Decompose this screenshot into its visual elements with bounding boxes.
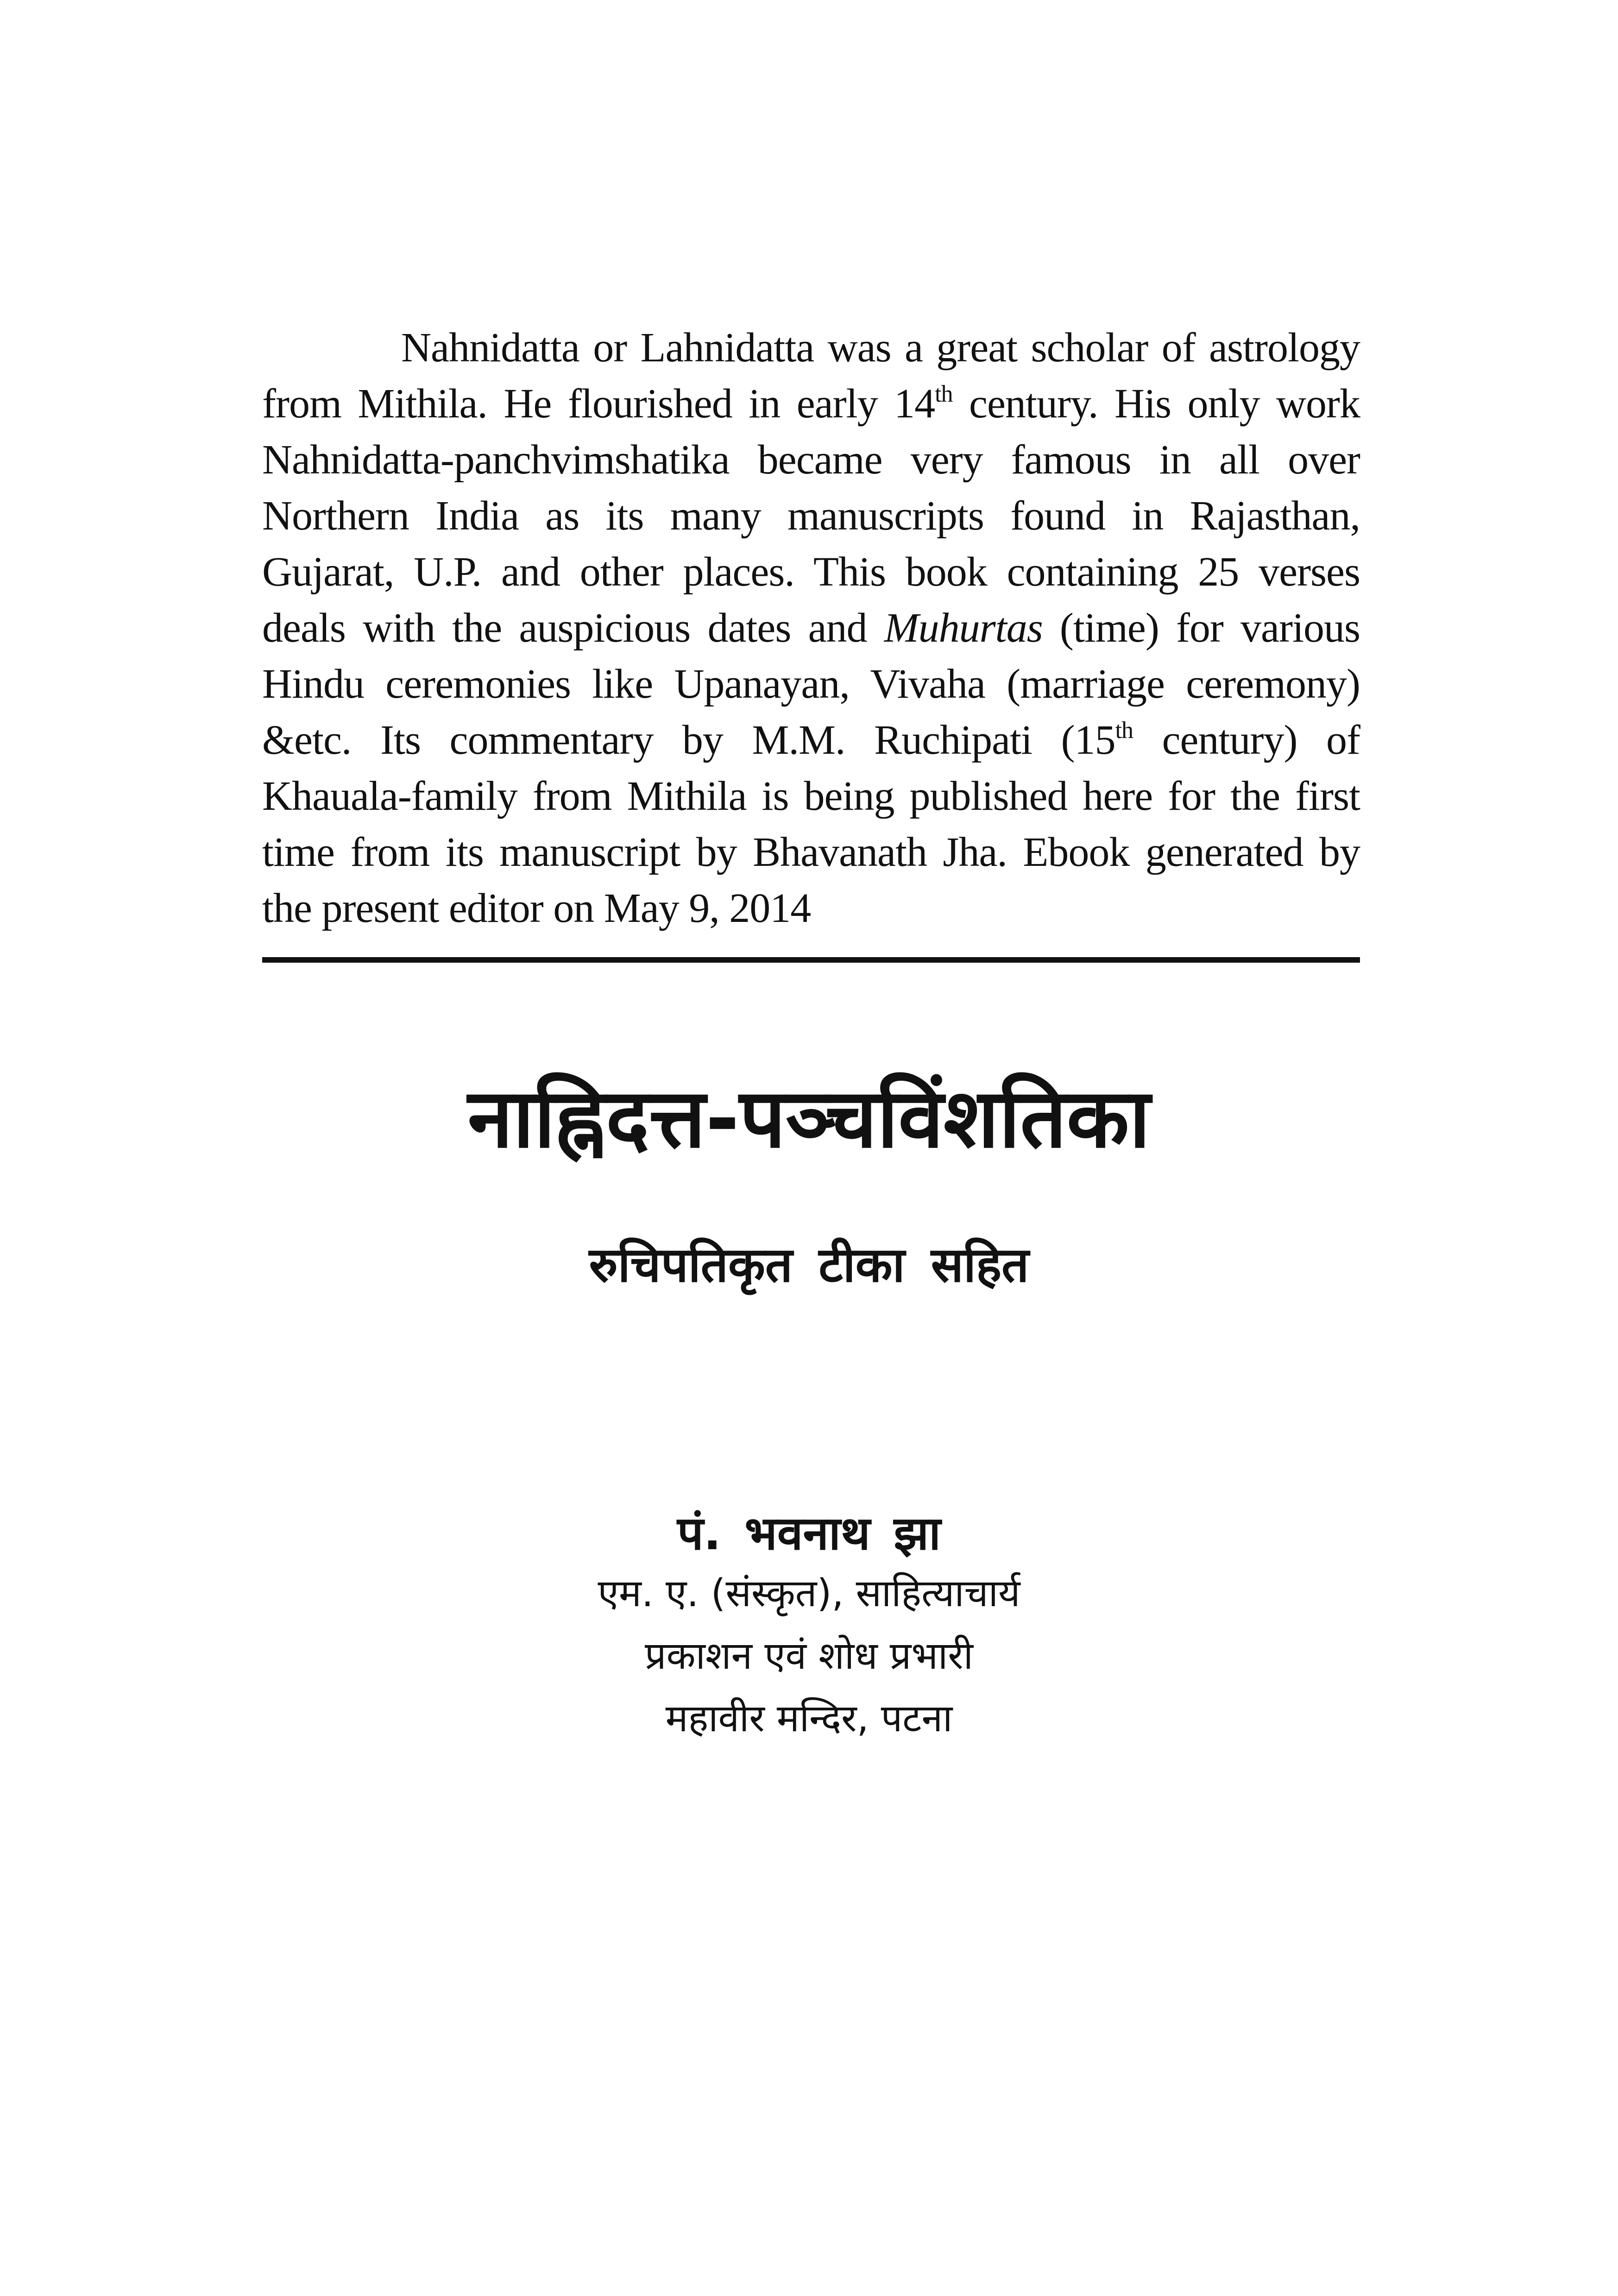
abstract-italic-term: Muhurtas bbox=[884, 605, 1043, 651]
horizontal-divider bbox=[262, 957, 1360, 963]
abstract-text-3: (time) for various Hindu ceremonies like Upanayan, Vivaha (marriage ceremony) &etc. Its commentary by M.M. Ruchipati (15 bbox=[262, 605, 1360, 763]
book-subtitle: रुचिपतिकृत टीका सहित bbox=[589, 1236, 1029, 1293]
book-title: नाह्निदत्त-पञ्चविंशतिका bbox=[467, 1071, 1151, 1166]
ordinal-suffix-14th: th bbox=[935, 381, 953, 407]
english-abstract bbox=[262, 320, 1360, 936]
abstract-text-4: century) of Khauala-family from Mithila is being published here for the first time from its manuscript by Bhavanath Jha. Ebook generated by the present editor on May 9, 2014 bbox=[262, 717, 1360, 931]
author-degree: एम. ए. (संस्कृत), साहित्याचार्य bbox=[598, 1571, 1020, 1615]
abstract-text-1: Nahnidatta or Lahnidatta was a great scholar of astrology from Mithila. He flourished in early 14 bbox=[262, 325, 1360, 427]
abstract-text-2: century. His only work Nahnidatta-panchvimshatika became very famous in all over Northern India as its many manuscripts found in Rajasthan, Gujarat, U.P. and other places. This book containing 25 verses deals with the auspicious dates and bbox=[262, 381, 1360, 651]
ordinal-suffix-15th: th bbox=[1115, 717, 1133, 744]
author-position: प्रकाशन एवं शोध प्रभारी bbox=[644, 1634, 974, 1678]
author-name: पं. भवनाथ झा bbox=[677, 1506, 941, 1560]
author-institution: महावीर मन्दिर, पटना bbox=[665, 1697, 953, 1741]
